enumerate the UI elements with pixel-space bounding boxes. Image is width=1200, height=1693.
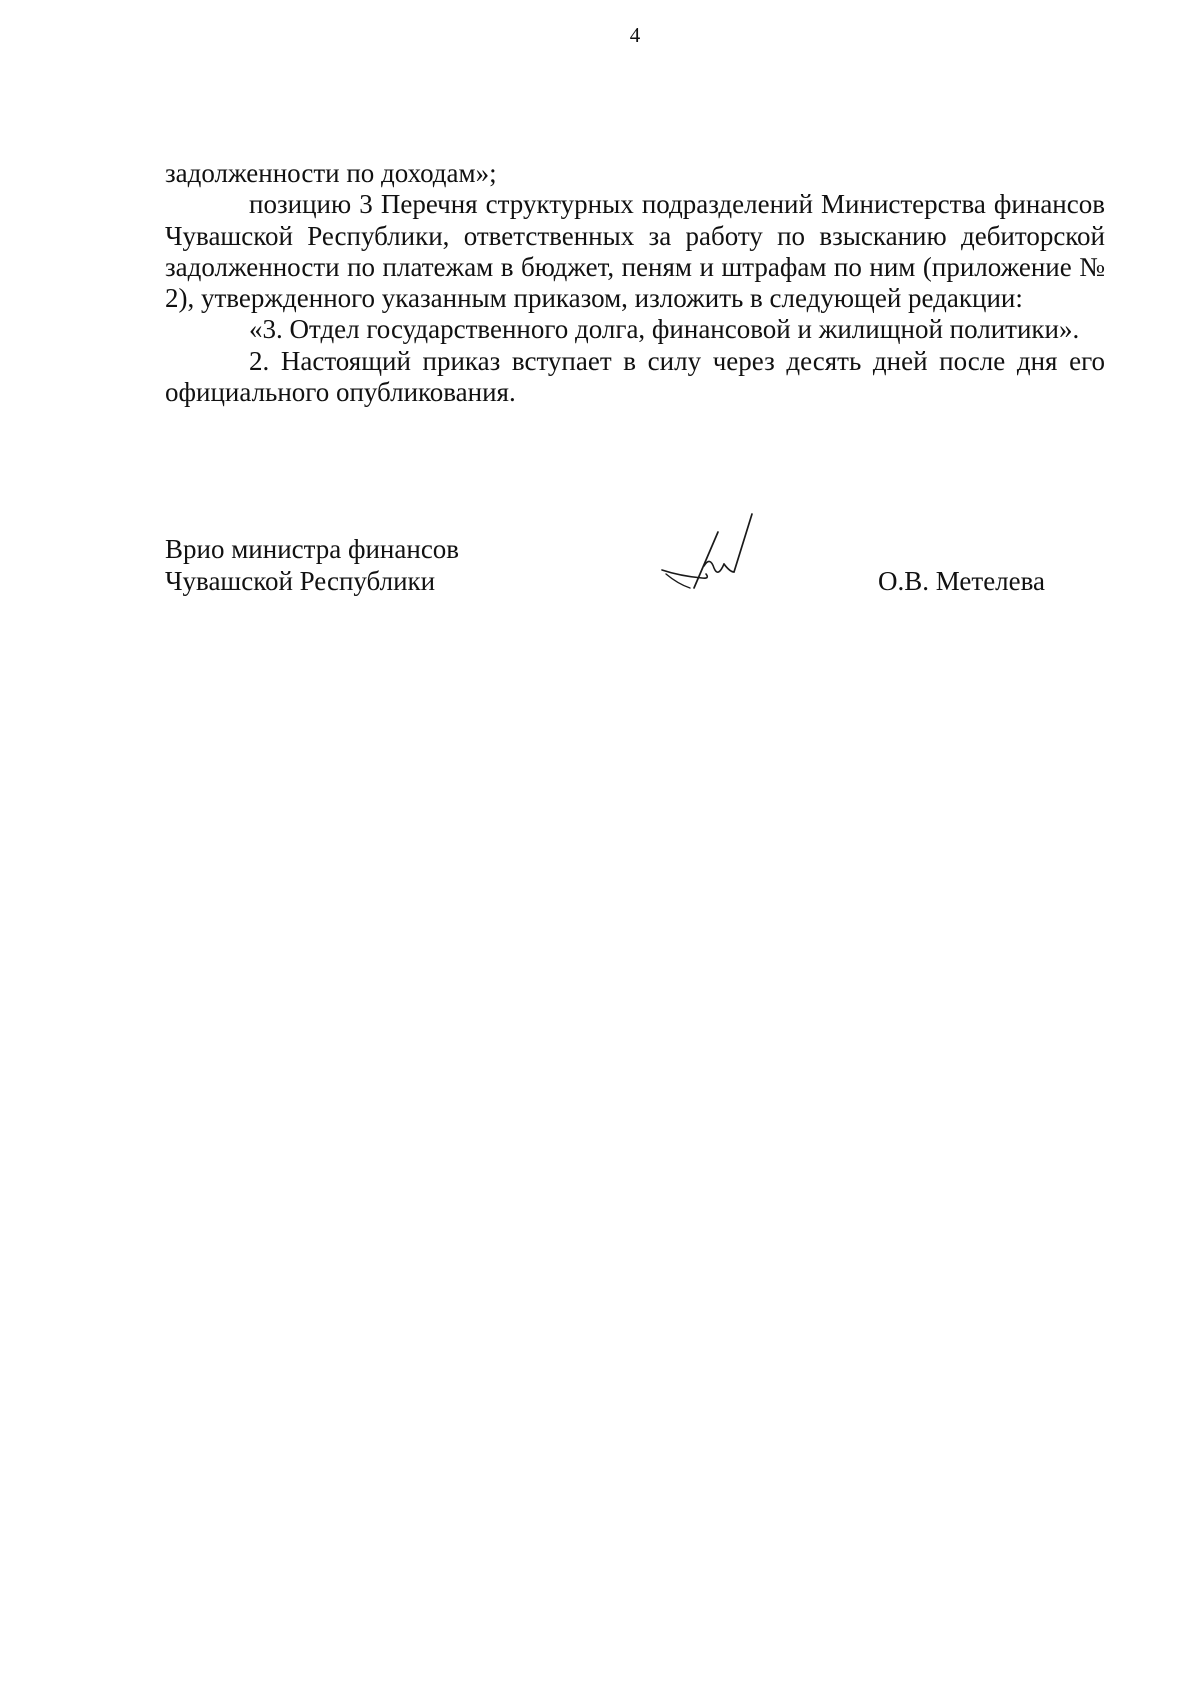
signatory-name: О.В. Метелева	[878, 566, 1046, 596]
page-number: 4	[629, 23, 641, 47]
signatory-position-line-2: Чувашской Республики	[165, 566, 436, 596]
handwritten-signature-icon	[660, 512, 780, 602]
signatory-position	[165, 533, 459, 597]
paragraph-effective-date: 2. Настоящий приказ вступает в силу через десять дней после дня его официального опубликования.	[165, 345, 1105, 408]
paragraph-continuation: задолженности по доходам»;	[165, 158, 497, 188]
signatory-position-line-1: Врио министра финансов	[165, 534, 460, 564]
document-body	[165, 158, 1105, 408]
paragraph-amendment-position-3: позицию 3 Перечня структурных подразделений Министерства финансов Чувашской Республики, ответственных за работу по взысканию дебиторской задолженности по платежам в бюджет, пеням и штрафам по ним (приложение № 2), утвержденного указанным приказом, изложить в следующей редакции:	[165, 189, 1105, 314]
paragraph-new-wording: «3. Отдел государственного долга, финансовой и жилищной политики».	[249, 314, 1080, 345]
